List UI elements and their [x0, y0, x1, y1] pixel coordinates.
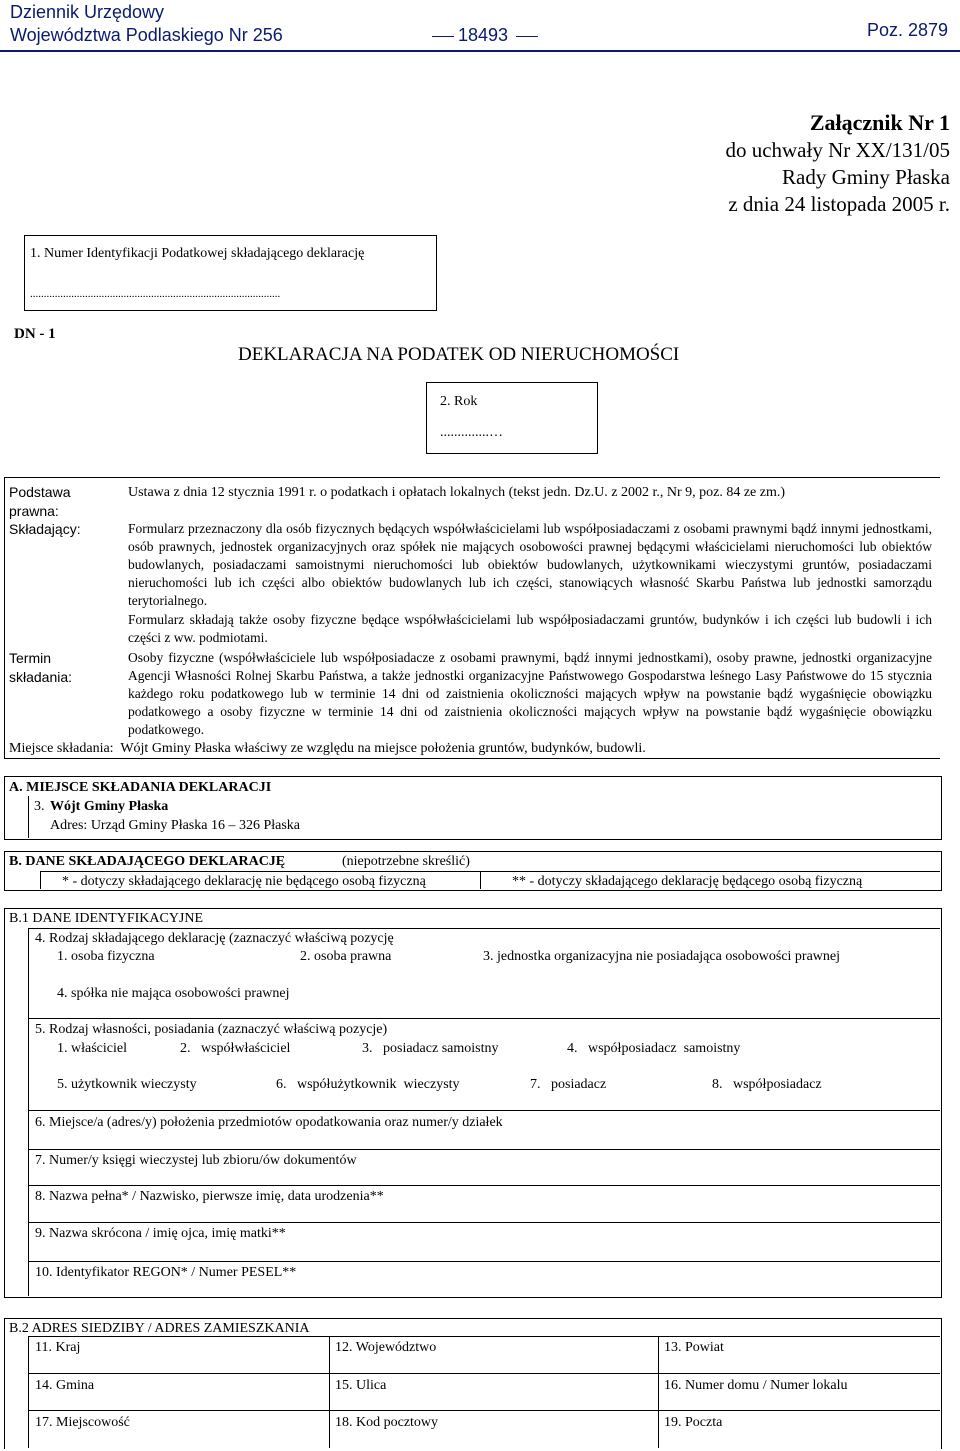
section-b-note-star1: * - dotyczy składającego deklarację nie będącego osobą fizyczną	[62, 874, 426, 889]
form-title: DEKLARACJA NA PODATEK OD NIERUCHOMOŚCI	[238, 344, 680, 365]
section-a-address: Adres: Urząd Gminy Płaska 16 – 326 Płaska	[50, 818, 301, 833]
submitter-text-2: Formularz składają także osoby fizyczne będące współwłaścicielami lub współposiadaczami gruntów, budynków i ich części lub budowli i ich części z ww. podmiotami.	[128, 612, 932, 645]
submitter-label: Składający:	[9, 521, 81, 537]
section-b-note-star2: ** - dotyczy składającego deklarację będącego osobą fizyczną	[512, 874, 863, 889]
field-9-label[interactable]: 9. Nazwa skrócona / imię ojca, imię matki**	[35, 1226, 286, 1241]
section-b2-top-rule	[28, 1336, 940, 1337]
header-rule	[0, 50, 960, 52]
section-b-title: B. DANE SKŁADAJĄCEGO DEKLARACJĘ	[9, 854, 286, 869]
deadline-label-2: składania:	[9, 669, 73, 685]
section-b1-title: B.1 DANE IDENTYFIKACYJNE	[9, 911, 204, 926]
section-a-title: A. MIEJSCE SKŁADANIA DEKLARACJI	[9, 780, 272, 795]
field-16-label[interactable]: 16. Numer domu / Numer lokalu	[664, 1378, 848, 1393]
section-a-authority: Wójt Gminy Płaska	[50, 799, 169, 814]
field-15-label[interactable]: 15. Ulica	[335, 1378, 387, 1393]
legal-basis-label-2: prawna:	[9, 503, 59, 519]
journal-name: Dziennik Urzędowy	[10, 2, 165, 22]
field-6-label[interactable]: 6. Miejsce/a (adres/y) położenia przedmiotów opodatkowania oraz numer/y działek	[35, 1115, 503, 1130]
section-b-rule-1	[40, 871, 41, 889]
annex-title: Załącznik Nr 1	[809, 110, 950, 135]
section-b2-title: B.2 ADRES SIEDZIBY / ADRES ZAMIESZKANIA	[9, 1321, 310, 1336]
section-b2-row-rule-1	[28, 1373, 940, 1374]
field-10-rule	[28, 1261, 940, 1262]
nip-dots: ...........................................................................................	[30, 288, 281, 300]
year-label: 2. Rok	[440, 394, 478, 409]
field-5-option-7[interactable]: 7. posiadacz	[530, 1077, 607, 1092]
field-5-option-2[interactable]: 2. współwłaściciel	[180, 1041, 291, 1056]
field-5-option-6[interactable]: 6. współużytkownik wieczysty	[276, 1077, 460, 1092]
submitter-text-1: Formularz przeznaczony dla osób fizycznych będących współwłaścicielami lub współposiadaczami z osobami prawnymi bądź innymi jednostkami, osób prawnych, jednostek organizacyjnych oraz spółek nie mających osobowości prawnej będącymi właścicielami nieruchomości lub obiektów budowlanych, posiadaczami samoistnymi nieruchomości lub obiektów budowlanych, użytkownikami wieczystymi gruntów, posiadaczami nieruchomości lub ich części albo obiektów budowlanych lub ich części, stanowiących własność Skarbu Państwa lub jednostki samorządu terytorialnego.	[128, 521, 932, 608]
place-text: Miejsce składania: Wójt Gminy Płaska właściwy ze względu na miejsce położenia gruntów, budynków, budowli.	[9, 741, 646, 756]
deadline-label-1: Termin	[9, 650, 52, 666]
section-b2-col-rule-2	[658, 1336, 659, 1448]
field-4-option-2[interactable]: 2. osoba prawna	[300, 949, 392, 964]
info-top-rule	[4, 477, 940, 478]
header-dash-right	[516, 36, 538, 37]
field-19-label[interactable]: 19. Poczta	[664, 1415, 723, 1430]
field-9-rule	[28, 1222, 940, 1223]
field-6-rule	[28, 1110, 940, 1111]
section-a-inner-rule	[28, 796, 29, 838]
field-4-option-4[interactable]: 4. spółka nie mająca osobowości prawnej	[57, 986, 290, 1001]
position-number: Poz. 2879	[866, 20, 948, 40]
section-b2-col-rule-1	[329, 1336, 330, 1448]
section-b-note: (niepotrzebne skreślić)	[342, 854, 470, 869]
field-18-label[interactable]: 18. Kod pocztowy	[335, 1415, 439, 1430]
field-10-label[interactable]: 10. Identyfikator REGON* / Numer PESEL**	[35, 1265, 297, 1280]
field-8-label[interactable]: 8. Nazwa pełna* / Nazwisko, pierwsze imię, data urodzenia**	[35, 1189, 384, 1204]
field-13-label[interactable]: 13. Powiat	[664, 1340, 724, 1355]
year-dots: ..............…	[440, 425, 503, 440]
legal-basis-label-1: Podstawa	[9, 484, 71, 500]
info-bottom-rule	[4, 758, 940, 759]
section-b-rule-2	[480, 871, 481, 889]
section-a-field-number: 3.	[34, 799, 48, 814]
field-5-option-1[interactable]: 1. właściciel	[57, 1041, 127, 1056]
field-5-option-5[interactable]: 5. użytkownik wieczysty	[57, 1077, 197, 1092]
deadline-text: Osoby fizyczne (współwłaściciele lub współposiadacze z osobami prawnymi, bądź innymi jednostkami), osoby prawne, jednostki organizacyjne Agencji Własności Rolnej Skarbu Państwa, a także jednostki organizacyjne Państwowego Gospodarstwa leśnego Lasy Państwowe do 15 stycznia każdego roku podatkowego lub w terminie 14 dni od zaistnienia okoliczności mających wpływ na powstanie bądź wygaśnięcie obowiązku podatkowego a osoby fizyczne w terminie 14 dni od zaistnienia okoliczności mających wpływ na powstanie bądź wygaśnięcie obowiązku podatkowego.	[128, 650, 932, 737]
annex-line4: z dnia 24 listopada 2005 r.	[728, 192, 950, 216]
form-code: DN - 1	[14, 326, 56, 342]
section-b2-row-rule-2	[28, 1410, 940, 1411]
field-5-rule	[28, 1018, 940, 1019]
field-7-rule	[28, 1149, 940, 1150]
field-17-label[interactable]: 17. Miejscowość	[35, 1415, 130, 1430]
nip-label: 1. Numer Identyfikacji Podatkowej składającego deklarację	[30, 246, 365, 261]
field-14-label[interactable]: 14. Gmina	[35, 1378, 95, 1393]
section-b1-top-rule	[28, 928, 940, 929]
annex-line3: Rady Gminy Płaska	[782, 165, 950, 189]
legal-basis-text: Ustawa z dnia 12 stycznia 1991 r. o podatkach i opłatach lokalnych (tekst jedn. Dz.U. z 2002 r., Nr 9, poz. 84 ze zm.)	[128, 485, 786, 500]
field-4-option-1[interactable]: 1. osoba fizyczna	[57, 949, 155, 964]
field-8-rule	[28, 1185, 940, 1186]
field-7-label[interactable]: 7. Numer/y księgi wieczystej lub zbioru/ów dokumentów	[35, 1153, 357, 1168]
journal-issue: Województwa Podlaskiego Nr 256	[10, 25, 283, 45]
field-5-label: 5. Rodzaj własności, posiadania (zaznaczyć właściwą pozycje)	[35, 1022, 388, 1037]
field-4-option-3[interactable]: 3. jednostka organizacyjna nie posiadająca osobowości prawnej	[483, 949, 841, 964]
field-5-option-4[interactable]: 4. współposiadacz samoistny	[567, 1041, 741, 1056]
section-b2-inner-rule	[28, 1336, 29, 1448]
header-dash-left	[432, 36, 454, 37]
field-5-option-3[interactable]: 3. posiadacz samoistny	[362, 1041, 499, 1056]
field-5-option-8[interactable]: 8. współposiadacz	[712, 1077, 822, 1092]
field-11-label[interactable]: 11. Kraj	[35, 1340, 81, 1355]
annex-line2: do uchwały Nr XX/131/05	[725, 138, 950, 162]
field-12-label[interactable]: 12. Województwo	[335, 1340, 437, 1355]
field-4-label: 4. Rodzaj składającego deklarację (zaznaczyć właściwą pozycję	[35, 931, 394, 946]
section-b-mid-rule	[40, 871, 940, 872]
info-left-rule	[4, 477, 5, 758]
section-b1-inner-rule	[28, 928, 29, 1296]
page-number: 18493	[458, 25, 509, 45]
